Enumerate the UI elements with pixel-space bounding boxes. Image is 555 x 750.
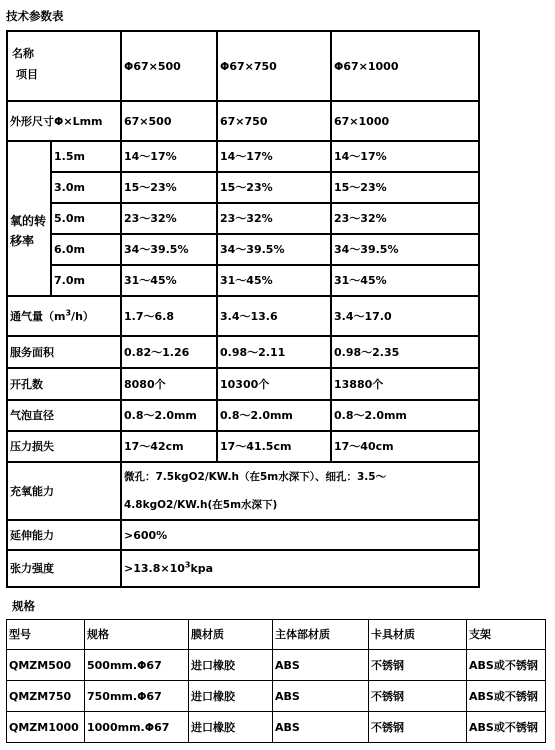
table-cell: 15～23% [331,172,479,203]
table-cell: 10300个 [217,368,331,400]
table-cell: 0.8～2.0mm [331,400,479,431]
table-row [7,431,479,462]
table-cell: 31～45% [331,265,479,296]
tensile-value-post: kpa [190,562,214,575]
charge-value-line1: 微孔：7.5kgO2/KW.h（在5m水深下）、细孔：3.5～ [124,471,387,483]
table-cell: 进口橡胶 [189,650,273,681]
table-cell: 13880个 [331,368,479,400]
table-cell: 17～41.5cm [217,431,331,462]
table-cell: 23～32% [121,203,217,234]
table-row [7,550,479,587]
tensile-value-sup: 3 [184,560,191,570]
table-cell: 不锈钢 [369,681,467,712]
table-cell: 34～39.5% [121,234,217,265]
table-cell: 3.4～13.6 [217,296,331,336]
row-label: 气泡直径 [7,400,121,431]
table-cell: 34～39.5% [331,234,479,265]
table-cell: >600% [121,520,479,550]
row-label: 张力强度 [7,550,121,587]
tech-params-heading: 技术参数表 [6,9,64,23]
aeration-label-sup: 3 [65,307,72,317]
table-row [7,400,479,431]
row-label: 压力损失 [7,431,121,462]
column-header: 主体部材质 [273,620,369,650]
tech-params-table [6,30,480,588]
table-row [7,265,479,296]
row-label: 开孔数 [7,368,121,400]
table-row [7,234,479,265]
table-header-row [7,620,546,650]
column-header: Φ67×1000 [331,31,479,101]
depth-label: 3.0m [51,172,121,203]
table-cell: 0.8～2.0mm [121,400,217,431]
table-cell: 31～45% [217,265,331,296]
column-header: Φ67×750 [217,31,331,101]
table-row [7,520,479,550]
depth-label: 1.5m [51,141,121,172]
header-name-label: 名称 [12,47,34,60]
table-cell: 500mm.Φ67 [85,650,189,681]
table-cell: 34～39.5% [217,234,331,265]
table-cell: ABS [273,712,369,743]
charge-value-line2: 4.8kgO2/KW.h(在5m水深下) [124,499,278,511]
row-label: 延伸能力 [7,520,121,550]
table-row [7,172,479,203]
table-cell [121,550,479,587]
table-cell: QMZM1000 [7,712,85,743]
table-cell: 15～23% [217,172,331,203]
table-row [7,462,479,520]
table-cell: ABS [273,650,369,681]
table-row [7,203,479,234]
table-cell: 14～17% [217,141,331,172]
table-row [7,681,546,712]
table-cell: 15～23% [121,172,217,203]
table-cell: 进口橡胶 [189,712,273,743]
row-label: 服务面积 [7,336,121,368]
row-label: 氧的转移率 [7,141,51,296]
table-row [7,712,546,743]
table-cell: ABS或不锈钢 [467,681,546,712]
row-label: 外形尺寸Φ×Lmm [7,101,121,141]
column-header: 卡具材质 [369,620,467,650]
table-row [7,336,479,368]
column-header: 规格 [85,620,189,650]
table-cell: 1.7～6.8 [121,296,217,336]
table-cell: 8080个 [121,368,217,400]
row-label: 充氧能力 [7,462,121,520]
depth-label: 5.0m [51,203,121,234]
table-cell: 0.82～1.26 [121,336,217,368]
table-cell: 0.98～2.35 [331,336,479,368]
table-cell: 14～17% [121,141,217,172]
header-item-label: 项目 [16,68,38,81]
table-cell: 67×750 [217,101,331,141]
aeration-label-pre: 通气量（m [10,309,66,323]
table-cell: 0.8～2.0mm [217,400,331,431]
table-row [7,101,479,141]
table-cell: 不锈钢 [369,650,467,681]
table-cell: 17～42cm [121,431,217,462]
table-header-row [7,31,479,101]
table-cell: 17～40cm [331,431,479,462]
table-cell: 不锈钢 [369,712,467,743]
table-cell: 23～32% [217,203,331,234]
column-header: Φ67×500 [121,31,217,101]
table-row [7,650,546,681]
header-corner-cell [7,31,121,101]
aeration-label-post: /h） [71,309,94,323]
spec-heading: 规格 [12,599,35,613]
column-header: 支架 [467,620,546,650]
table-cell: 31～45% [121,265,217,296]
table-cell: ABS或不锈钢 [467,712,546,743]
table-cell: 23～32% [331,203,479,234]
table-row [7,296,479,336]
row-label [7,296,121,336]
column-header: 型号 [7,620,85,650]
tensile-value-pre: >13.8×10 [124,562,185,575]
table-row [7,141,479,172]
table-cell: 14～17% [331,141,479,172]
spec-table [6,619,546,743]
table-cell: 67×1000 [331,101,479,141]
table-cell: 67×500 [121,101,217,141]
table-cell: 3.4～17.0 [331,296,479,336]
table-cell: 0.98～2.11 [217,336,331,368]
table-cell [121,462,479,520]
table-cell: QMZM750 [7,681,85,712]
table-cell: ABS或不锈钢 [467,650,546,681]
depth-label: 7.0m [51,265,121,296]
table-cell: 进口橡胶 [189,681,273,712]
table-cell: ABS [273,681,369,712]
column-header: 膜材质 [189,620,273,650]
table-cell: QMZM500 [7,650,85,681]
table-cell: 750mm.Φ67 [85,681,189,712]
table-cell: 1000mm.Φ67 [85,712,189,743]
depth-label: 6.0m [51,234,121,265]
table-row [7,368,479,400]
